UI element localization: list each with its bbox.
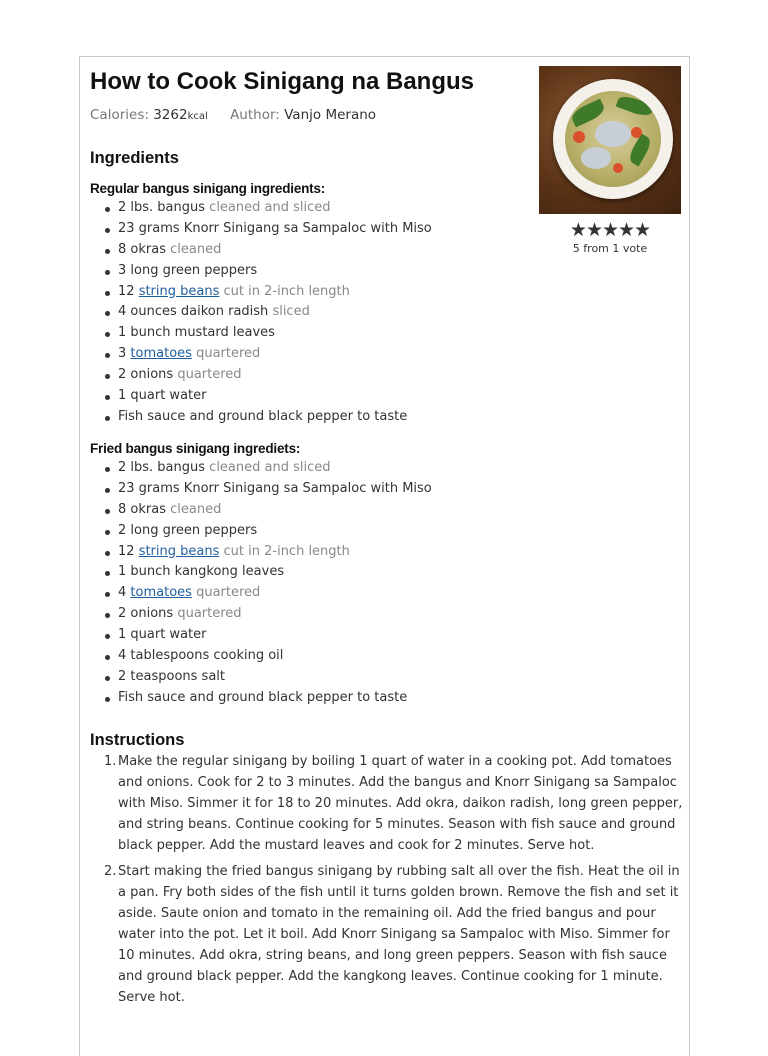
ingredient-text: 2 teaspoons salt xyxy=(118,668,225,684)
ingredient-link[interactable]: tomatoes xyxy=(130,585,192,601)
ingredient-item xyxy=(118,500,432,521)
step-text: Make the regular sinigang by boiling 1 quart of water in a cooking pot. Add tomatoes and onions. Cook for 2 to 3 minutes. Add the bangus and Knorr Sinigang sa Sampaloc with Miso. Simmer it for 18 to 20 minutes. Add okra, daikon radish, long green pepper, and string beans. Continue cooking for 5 minutes. Season with fish sauce and ground black pepper. Add the mustard leaves and cook for 2 minutes. Serve hot. xyxy=(118,754,683,853)
ingredient-note: cleaned and sliced xyxy=(209,200,331,215)
ingredient-item xyxy=(118,625,432,646)
ingredient-text: 4 xyxy=(118,585,127,601)
ingredient-item xyxy=(118,323,432,344)
recipe-card xyxy=(79,56,690,1056)
ingredient-item xyxy=(118,583,432,604)
ingredient-item xyxy=(118,302,432,323)
ingredient-item xyxy=(118,521,432,542)
ingredient-text: 3 xyxy=(118,346,127,362)
step-number: 1. xyxy=(104,754,117,769)
ingredient-item xyxy=(118,479,432,500)
ingredient-text: 12 xyxy=(118,543,135,559)
ingredient-note: quartered xyxy=(177,606,242,622)
instruction-step xyxy=(104,751,683,856)
ingredient-text: 1 bunch mustard leaves xyxy=(118,325,275,341)
ingredient-item xyxy=(118,240,432,261)
ingredient-note: cut in 2-inch length xyxy=(223,543,350,559)
recipe-meta xyxy=(90,107,376,123)
ingredient-item xyxy=(118,688,432,709)
ingredient-text: 8 okras xyxy=(118,241,166,257)
step-text: Start making the fried bangus sinigang by rubbing salt all over the fish. Heat the oil in a pan. Fry both sides of the fish until it turns golden brown. Remove the fish and set it aside. Saute onion and tomato in the remaining oil. Add the fried bangus and pour water into the pot. Let it boil. Add Knorr Sinigang sa Sampaloc with Miso. Simmer for 10 minutes. Add okra, string beans, and long green peppers. Season with fish sauce and ground black pepper. Add the kangkong leaves. Continue cooking for 1 minute. Serve hot. xyxy=(118,864,680,1005)
recipe-photo xyxy=(539,66,681,214)
ingredient-note: quartered xyxy=(177,367,242,383)
ingredient-text: 2 lbs. bangus xyxy=(118,460,206,475)
ingredient-note: quartered xyxy=(196,346,261,362)
ingredients-heading: Ingredients xyxy=(90,149,179,167)
ingredient-item xyxy=(118,344,432,365)
instructions-heading: Instructions xyxy=(90,731,185,749)
ingredient-text: 4 ounces daikon radish xyxy=(118,304,269,320)
ingredient-text: 2 lbs. bangus xyxy=(118,200,206,215)
ingredient-note: quartered xyxy=(196,585,261,601)
calories-label: Calories: xyxy=(90,107,149,123)
ingredient-item xyxy=(118,562,432,583)
ingredient-text: Fish sauce and ground black pepper to taste xyxy=(118,408,408,424)
ingredient-text: 1 quart water xyxy=(118,388,207,404)
ingredient-text: Fish sauce and ground black pepper to taste xyxy=(118,689,408,705)
ingredient-text: 1 bunch kangkong leaves xyxy=(118,564,285,580)
ingredient-item xyxy=(118,261,432,282)
ingredient-text: 2 onions xyxy=(118,367,174,383)
author-name: Vanjo Merano xyxy=(284,107,377,123)
ingredient-item xyxy=(118,386,432,407)
ingredient-item xyxy=(118,458,432,479)
ingredient-item xyxy=(118,198,432,219)
fried-ingredients-heading: Fried bangus sinigang ingrediets: xyxy=(90,441,301,456)
ingredient-link[interactable]: tomatoes xyxy=(130,346,192,362)
ingredient-note: sliced xyxy=(272,304,310,320)
calories-value: 3262 xyxy=(153,107,188,123)
instruction-step xyxy=(104,861,683,1008)
ingredient-item xyxy=(118,219,432,240)
soup-bowl xyxy=(553,79,673,199)
ingredient-note: cleaned and sliced xyxy=(209,460,331,475)
ingredient-note: cut in 2-inch length xyxy=(223,283,350,299)
ingredient-item xyxy=(118,365,432,386)
regular-ingredients-list xyxy=(118,198,432,428)
ingredient-text: 2 long green peppers xyxy=(118,522,258,538)
ingredient-item xyxy=(118,646,432,667)
ingredient-link[interactable]: string beans xyxy=(138,283,220,299)
ingredient-text: 23 grams Knorr Sinigang sa Sampaloc with Miso xyxy=(118,220,432,236)
ingredient-item xyxy=(118,667,432,688)
regular-ingredients-heading: Regular bangus sinigang ingredients: xyxy=(90,181,326,196)
rating-block xyxy=(539,219,681,255)
calories-unit: kcal xyxy=(187,111,208,122)
rating-stars[interactable]: ★★★★★ xyxy=(569,219,651,241)
instructions-list xyxy=(104,751,683,1013)
ingredient-text: 23 grams Knorr Sinigang sa Sampaloc with Miso xyxy=(118,480,432,496)
ingredient-item xyxy=(118,542,432,563)
rating-votes: 5 from 1 vote xyxy=(572,242,648,255)
ingredient-note: cleaned xyxy=(170,501,222,517)
ingredient-text: 3 long green peppers xyxy=(118,262,258,278)
ingredient-text: 8 okras xyxy=(118,501,166,517)
recipe-title: How to Cook Sinigang na Bangus xyxy=(90,68,474,95)
ingredient-text: 1 quart water xyxy=(118,627,207,643)
ingredient-item xyxy=(118,282,432,303)
fried-ingredients-list xyxy=(118,458,432,709)
ingredient-text: 4 tablespoons cooking oil xyxy=(118,648,284,664)
ingredient-note: cleaned xyxy=(170,241,222,257)
ingredient-item xyxy=(118,604,432,625)
ingredient-text: 12 xyxy=(118,283,135,299)
step-number: 2. xyxy=(104,864,117,879)
author-label: Author: xyxy=(230,107,280,123)
ingredient-item xyxy=(118,407,432,428)
ingredient-link[interactable]: string beans xyxy=(138,543,220,559)
ingredient-text: 2 onions xyxy=(118,606,174,622)
